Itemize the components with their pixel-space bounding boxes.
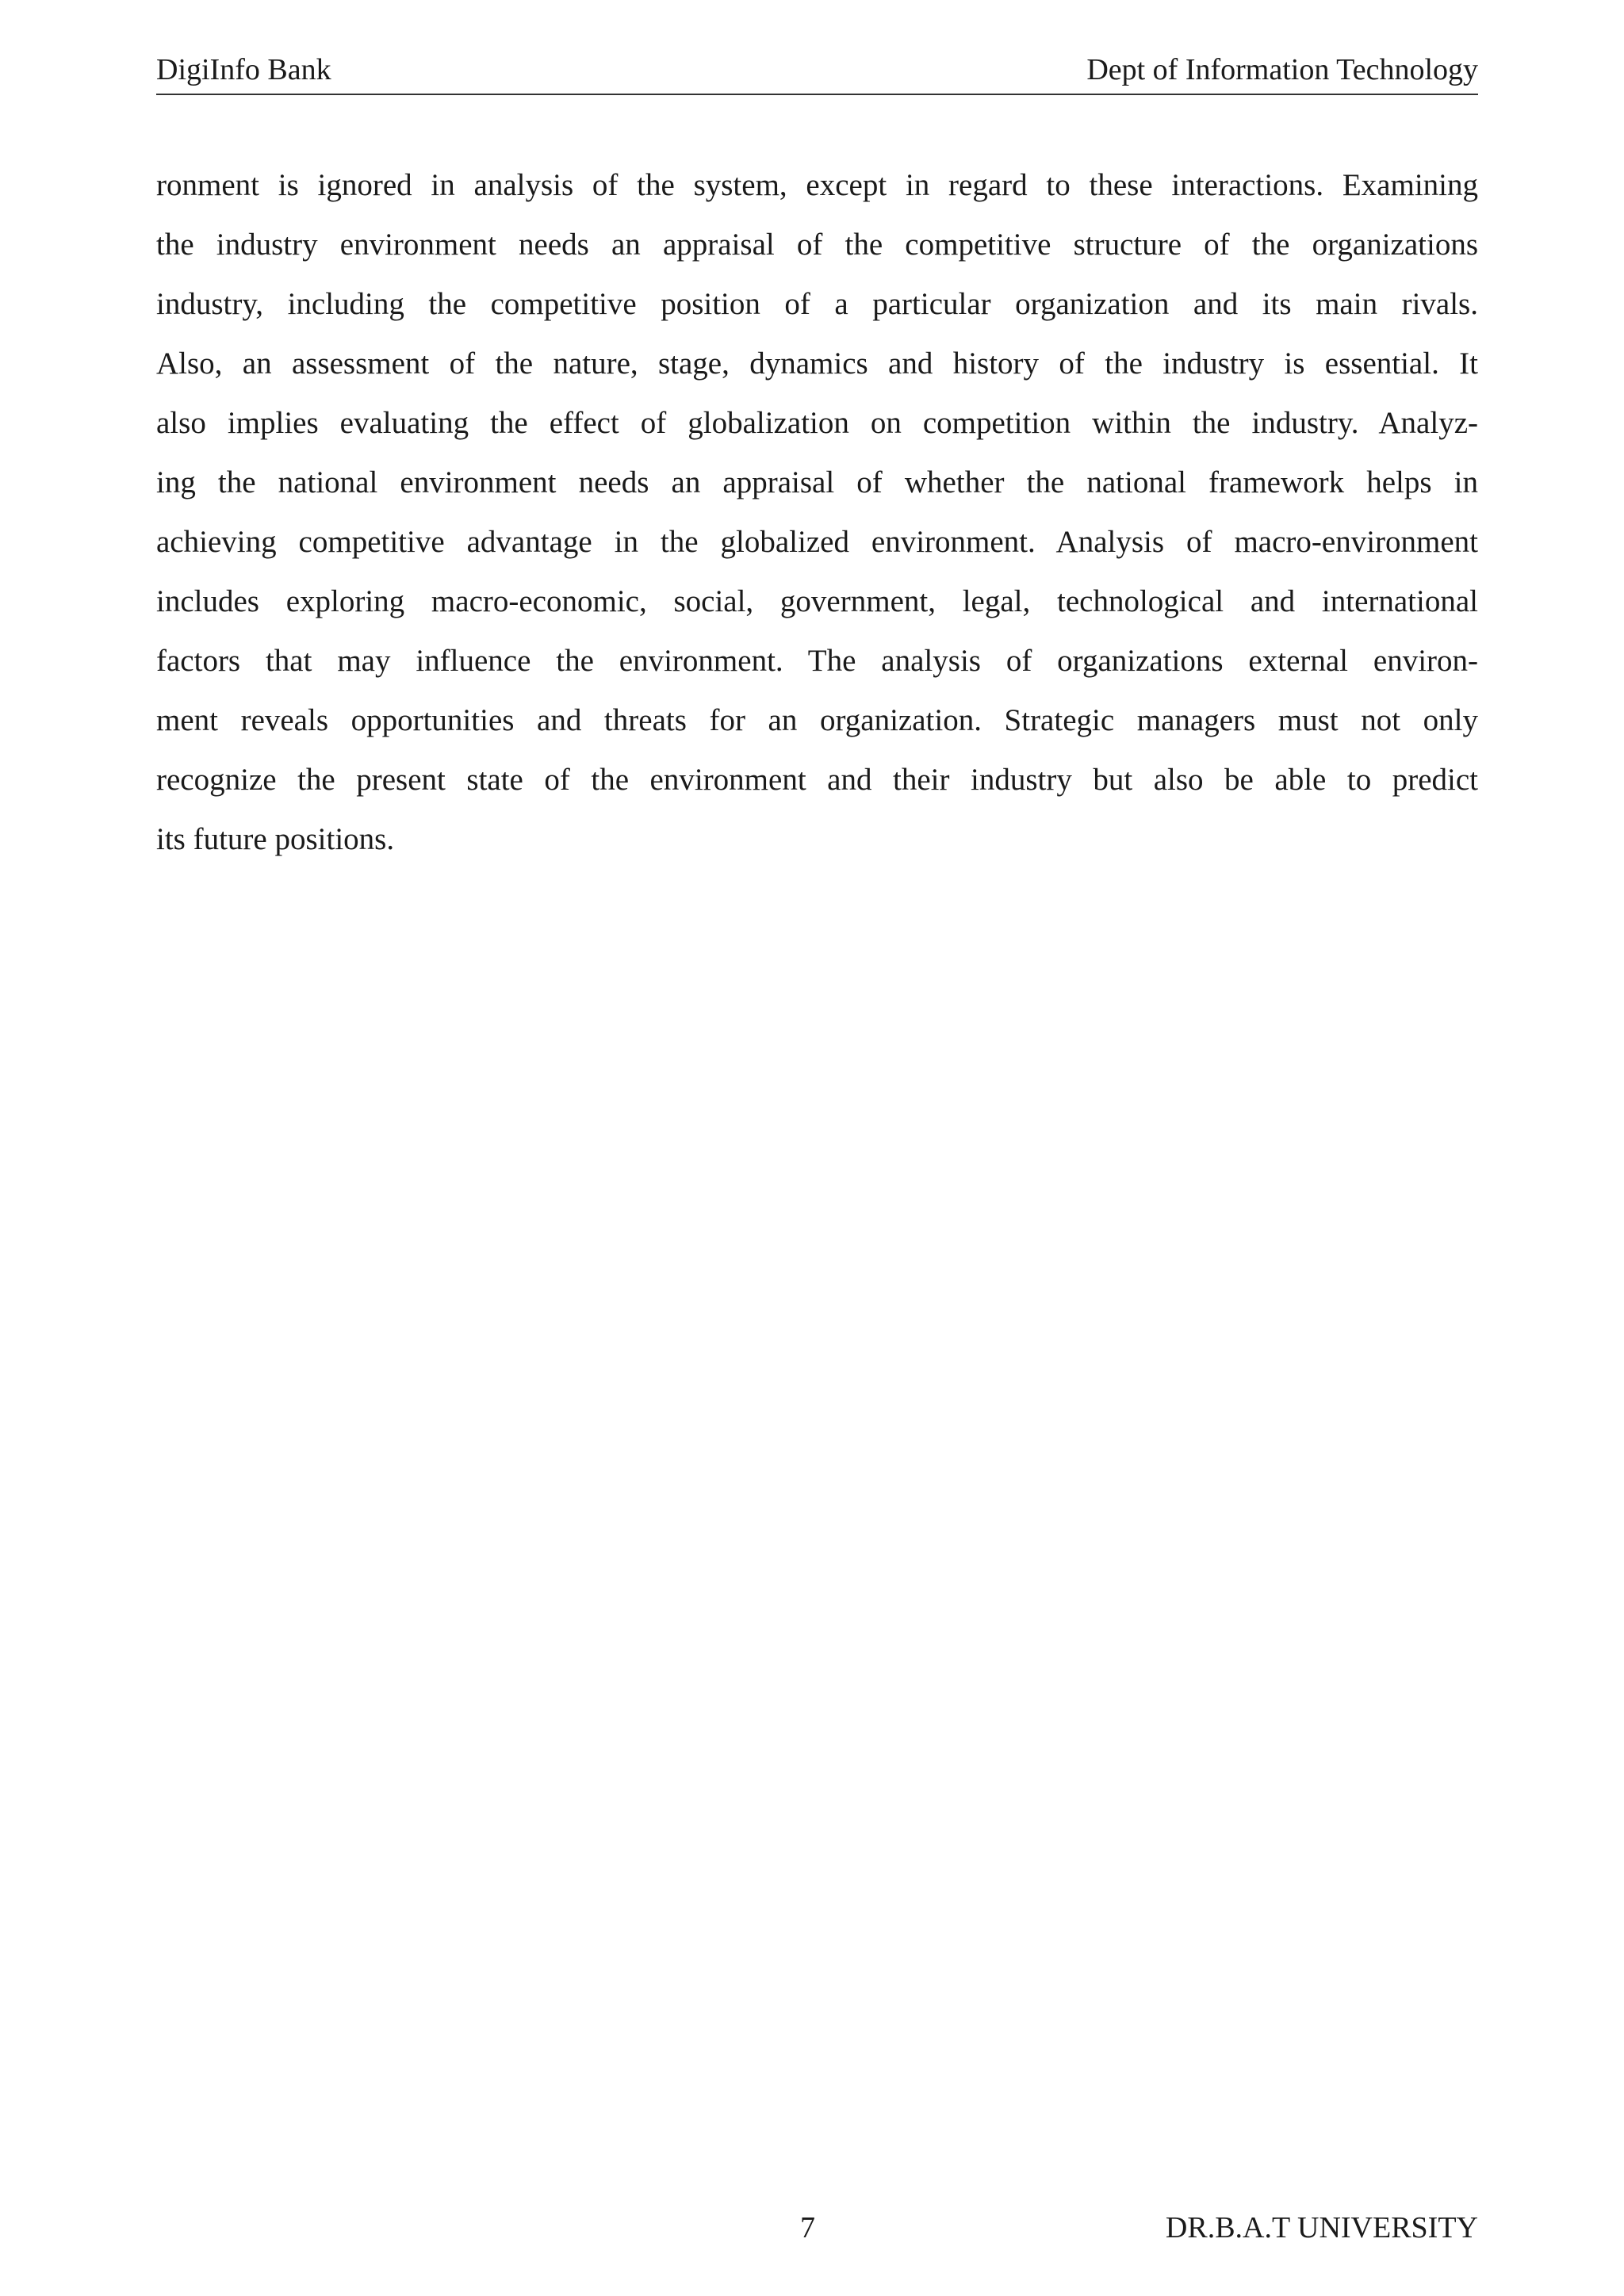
page-footer — [156, 2210, 1478, 2250]
header-department: Dept of Information Technology — [1086, 53, 1478, 86]
running-header — [156, 49, 1478, 95]
body-line: also implies evaluating the effect of globalization on competition within the industry. Analyz- — [156, 406, 1478, 440]
body-line: the industry environment needs an appraisal of the competitive structure of the organizations — [156, 228, 1478, 262]
body-line: Also, an assessment of the nature, stage, dynamics and history of the industry is essential. It — [156, 346, 1478, 381]
body-line: its future positions. — [156, 822, 395, 856]
body-line: includes exploring macro-economic, social, government, legal, technological and international — [156, 584, 1478, 618]
footer-university: DR.B.A.T UNIVERSITY — [1165, 2211, 1478, 2244]
body-line: ing the national environment needs an appraisal of whether the national framework helps in — [156, 465, 1478, 499]
body-line: ment reveals opportunities and threats for an organization. Strategic managers must not only — [156, 703, 1478, 737]
page-number: 7 — [800, 2211, 815, 2244]
body-paragraph — [156, 160, 1478, 874]
body-line: industry, including the competitive position of a particular organization and its main rivals. — [156, 287, 1478, 321]
body-line: achieving competitive advantage in the globalized environment. Analysis of macro-environment — [156, 525, 1478, 559]
header-organization: DigiInfo Bank — [156, 53, 331, 86]
body-line: ronment is ignored in analysis of the system, except in regard to these interactions. Examining — [156, 168, 1478, 202]
body-line: factors that may influence the environment. The analysis of organizations external environ- — [156, 644, 1478, 678]
body-line: recognize the present state of the environment and their industry but also be able to predict — [156, 763, 1478, 797]
